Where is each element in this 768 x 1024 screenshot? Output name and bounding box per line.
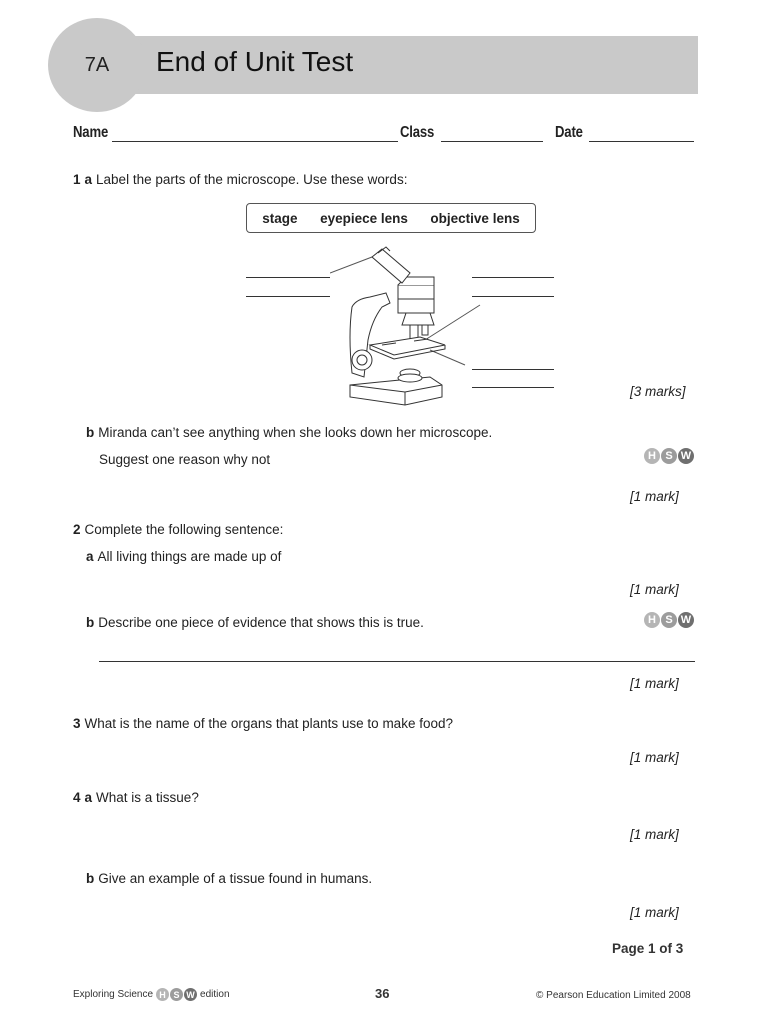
- word-bank-item: eyepiece lens: [320, 210, 408, 226]
- question-part: b: [86, 615, 95, 630]
- question-3: [73, 716, 453, 731]
- question-1b-prompt: Suggest one reason why not: [99, 452, 271, 467]
- footer-page-number: 36: [375, 986, 390, 1001]
- question-4a: [73, 790, 199, 805]
- question-text: All living things are made up of: [97, 549, 282, 564]
- hsw-w-icon: W: [184, 988, 197, 1001]
- class-field[interactable]: [441, 141, 543, 142]
- question-number: 2: [73, 522, 81, 537]
- label-answer-line[interactable]: [246, 296, 330, 297]
- question-text: Describe one piece of evidence that shows this is true.: [98, 615, 424, 630]
- date-field[interactable]: [589, 141, 694, 142]
- question-2b: [86, 615, 424, 630]
- question-2a: [86, 549, 281, 564]
- hsw-s-icon: S: [661, 448, 677, 464]
- answer-line-2b[interactable]: [99, 661, 695, 662]
- question-text: Label the parts of the microscope. Use these words:: [96, 172, 408, 187]
- hsw-badge: [156, 988, 197, 1001]
- footer-series: Exploring Science: [73, 989, 154, 1000]
- question-text: What is a tissue?: [96, 790, 199, 805]
- marks-2a: [1 mark]: [630, 582, 679, 597]
- footer-edition: edition: [200, 989, 230, 1000]
- question-1a: [73, 172, 407, 187]
- question-number: 4: [73, 790, 81, 805]
- unit-code: 7A: [84, 53, 110, 76]
- label-answer-line[interactable]: [246, 277, 330, 278]
- date-label: Date: [555, 124, 583, 141]
- question-part: a: [84, 172, 93, 187]
- question-text: What is the name of the organs that plants use to make food?: [84, 716, 453, 731]
- hsw-w-icon: W: [678, 612, 694, 628]
- hsw-h-icon: H: [644, 448, 660, 464]
- question-part: b: [86, 425, 95, 440]
- question-part: a: [84, 790, 93, 805]
- footer-left: [73, 988, 230, 1001]
- class-label: Class: [400, 124, 435, 141]
- name-label: Name: [73, 124, 109, 141]
- marks-4a: [1 mark]: [630, 827, 679, 842]
- hsw-badge: [644, 612, 694, 628]
- name-field[interactable]: [112, 141, 398, 142]
- page-title: End of Unit Test: [156, 46, 354, 77]
- footer-copyright: © Pearson Education Limited 2008: [536, 990, 691, 1001]
- question-part: b: [86, 871, 95, 886]
- question-text: Miranda can’t see anything when she looks down her microscope.: [98, 425, 493, 440]
- hsw-h-icon: H: [644, 612, 660, 628]
- question-text: Give an example of a tissue found in humans.: [98, 871, 373, 886]
- marks-2b: [1 mark]: [630, 676, 679, 691]
- hsw-s-icon: S: [661, 612, 677, 628]
- question-1b: [86, 425, 492, 440]
- word-bank-item: objective lens: [430, 210, 520, 226]
- question-number: 3: [73, 716, 81, 731]
- marks-4b: [1 mark]: [630, 905, 679, 920]
- microscope-illustration: [330, 245, 490, 410]
- question-text: Complete the following sentence:: [84, 522, 284, 537]
- marks-1b: [1 mark]: [630, 489, 679, 504]
- hsw-w-icon: W: [678, 448, 694, 464]
- word-bank-item: stage: [262, 210, 298, 226]
- hsw-s-icon: S: [170, 988, 183, 1001]
- question-2: [73, 522, 283, 537]
- hsw-h-icon: H: [156, 988, 169, 1001]
- marks-1a: [3 marks]: [630, 384, 686, 399]
- question-number: 1: [73, 172, 81, 187]
- word-bank: [246, 203, 536, 233]
- question-part: a: [86, 549, 94, 564]
- question-4b: [86, 871, 372, 886]
- marks-3: [1 mark]: [630, 750, 679, 765]
- hsw-badge: [644, 448, 694, 464]
- page-indicator: Page 1 of 3: [612, 941, 684, 956]
